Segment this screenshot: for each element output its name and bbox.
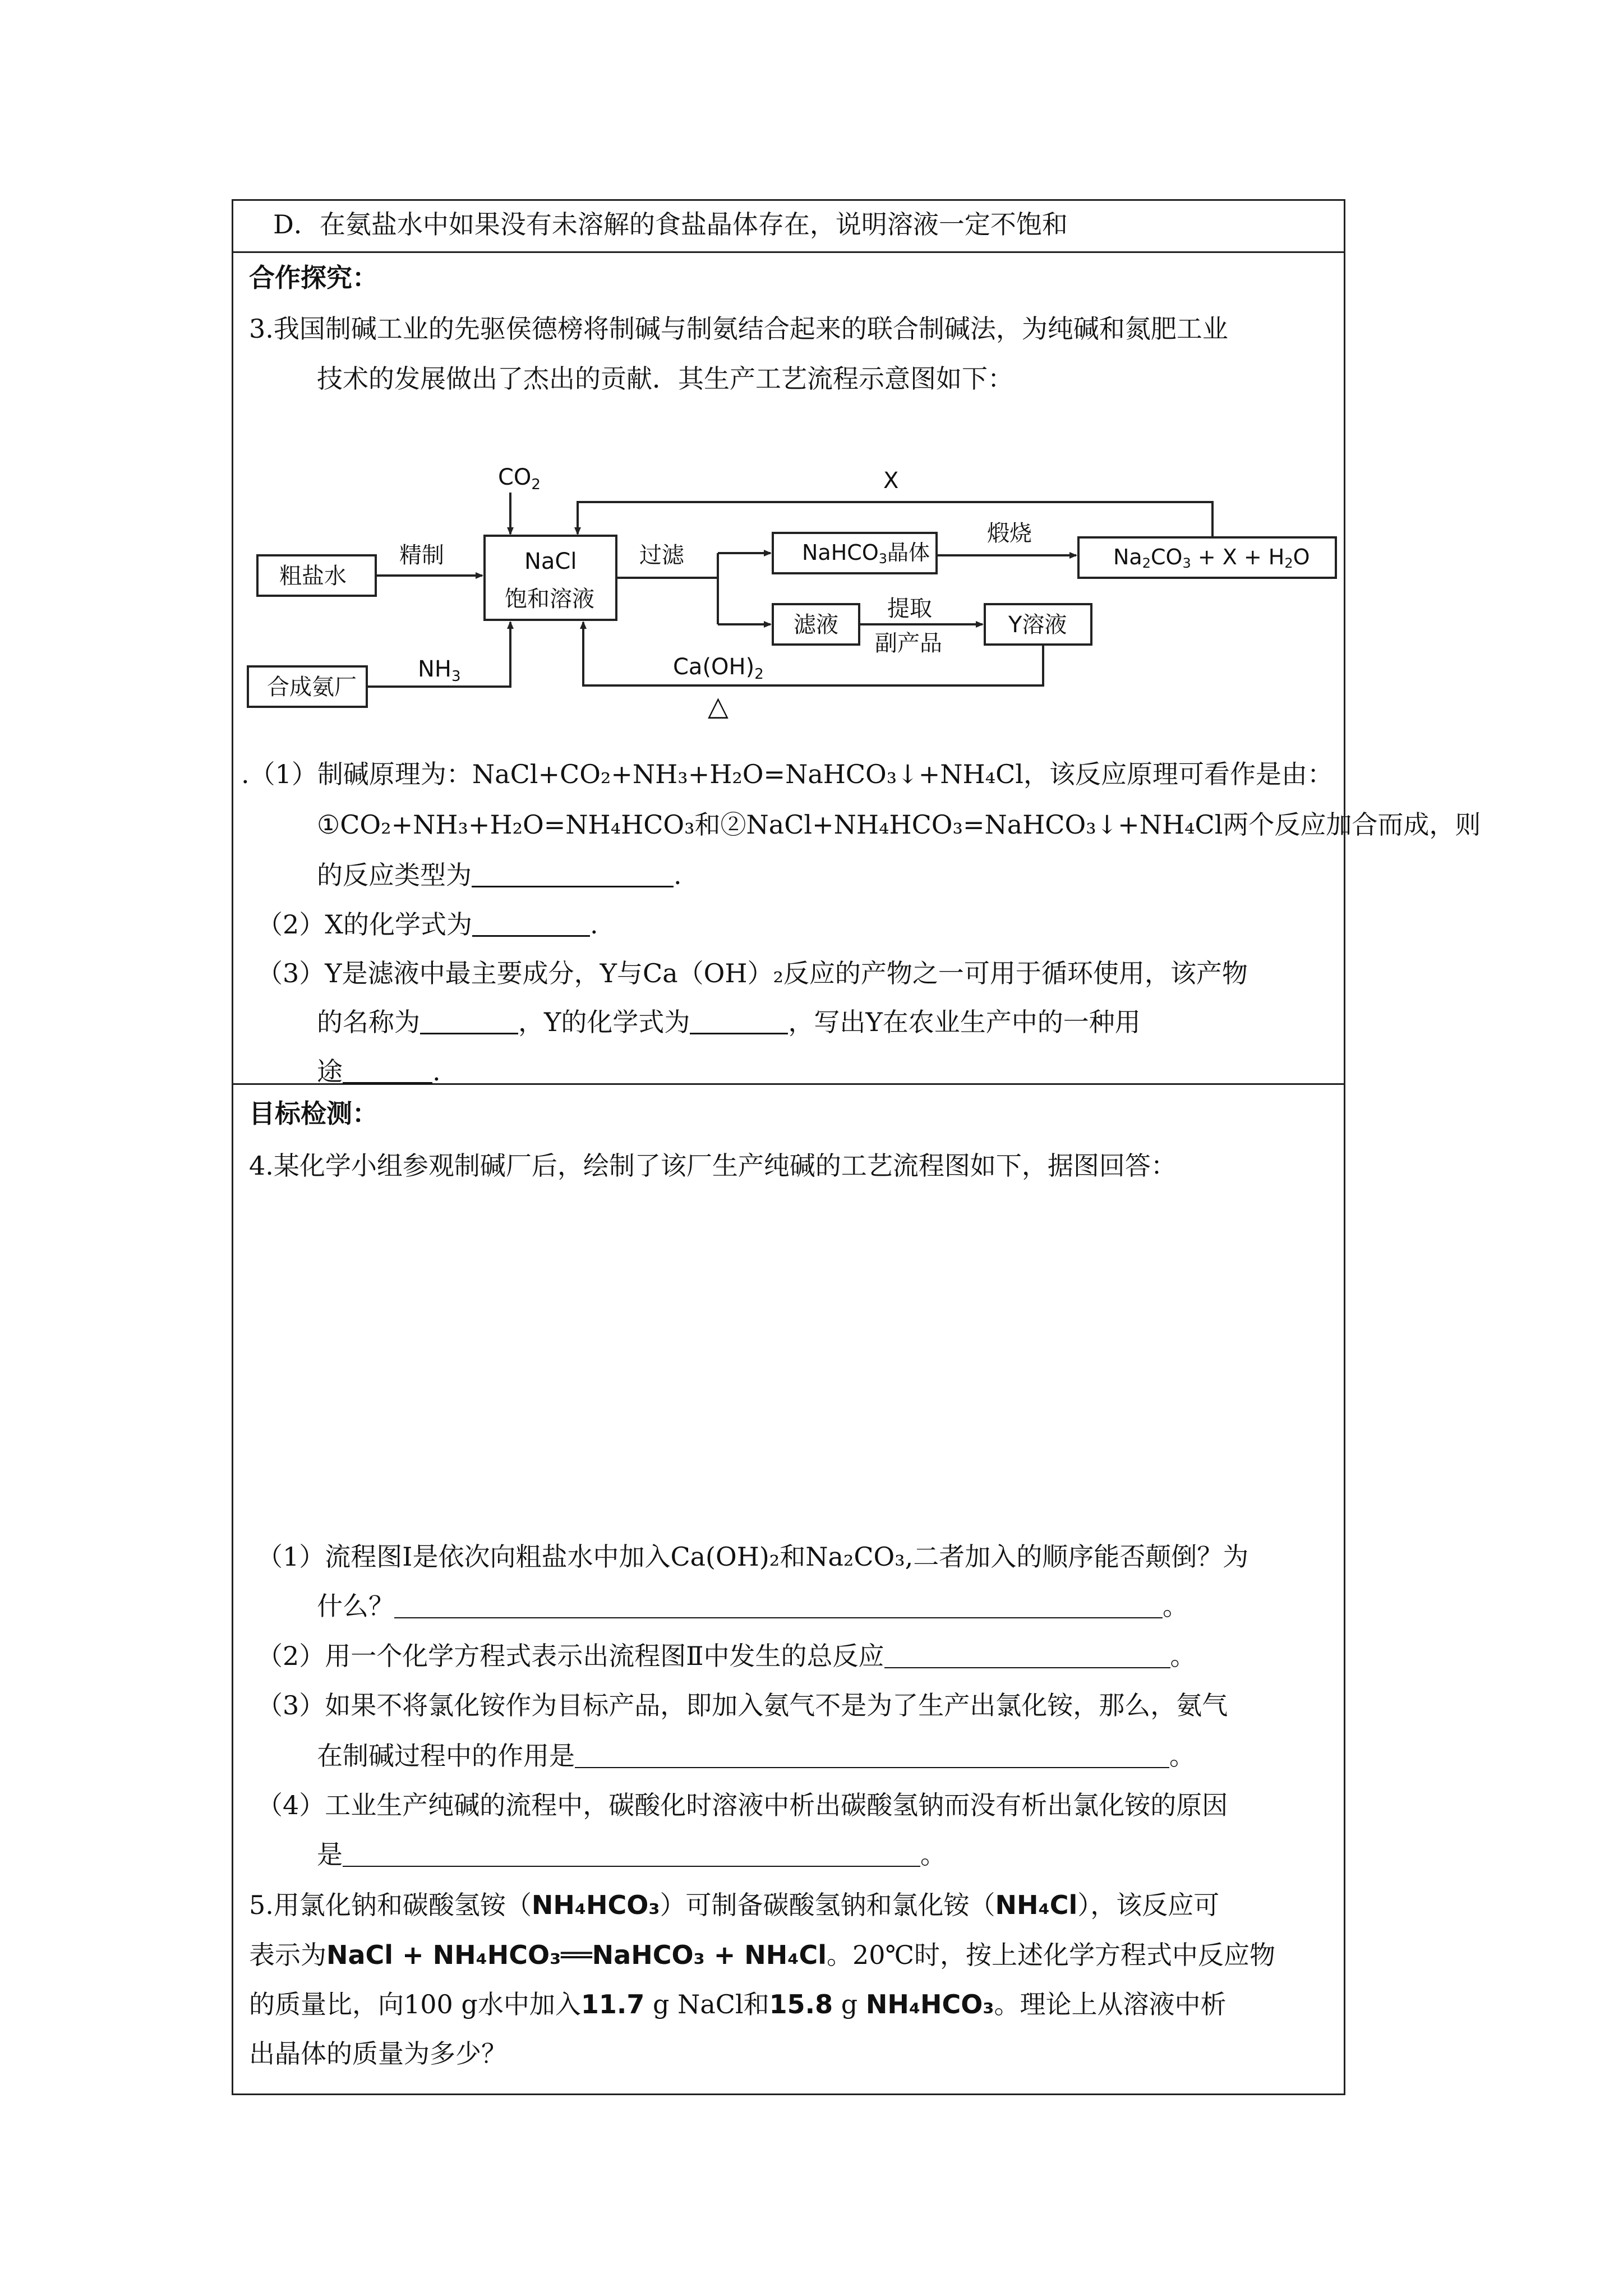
heat-symbol: △ xyxy=(708,691,728,722)
q4-part2: （2）用一个化学方程式表示出流程图Ⅱ中发生的总反应 。 xyxy=(257,1641,1196,1671)
q4-part3-line1: （3）如果不将氯化铵作为目标产品，即加入氨气不是为了生产出氯化铵，那么，氨气 xyxy=(257,1690,1228,1720)
filtrate-label: 滤液 xyxy=(794,612,838,638)
question-3-line2: 技术的发展做出了杰出的贡献．其生产工艺流程示意图如下： xyxy=(317,364,1013,394)
answer-blank-y-formula[interactable] xyxy=(690,1010,788,1034)
saturated-solution-label: 饱和溶液 xyxy=(505,586,594,612)
option-d: D．在氨盐水中如果没有未溶解的食盐晶体存在，说明溶液一定不饱和 xyxy=(273,209,1068,240)
answer-blank-product-name[interactable] xyxy=(420,1010,518,1034)
filter-label: 过滤 xyxy=(639,542,684,568)
q4-part1-line2: 什么？ 。 xyxy=(317,1591,1188,1621)
q4-part4-line2: 是 。 xyxy=(317,1839,946,1870)
caoh2-label: $Ca(OH)_2$ xyxy=(673,654,764,683)
nacl-label: NaCl xyxy=(524,549,577,574)
q3-part2: （2）X的化学式为 . xyxy=(257,909,598,940)
answer-blank-order-reason[interactable] xyxy=(394,1595,1163,1618)
q4-part1-line1: （1）流程图Ⅰ是依次向粗盐水中加入Ca(OH)₂和Na₂CO₃,二者加入的顺序能否颠倒？为 xyxy=(257,1542,1249,1572)
co2-label: $CO_2$ xyxy=(498,464,541,493)
extract-label: 提取 xyxy=(887,596,932,622)
q3-part3-line2: 的名称为 ，Y的化学式为 ，写出Y在农业生产中的一种用 xyxy=(317,1007,1141,1037)
q3-part1-line2: ①CO₂+NH₃+H₂O=NH₄HCO₃和②NaCl+NH₄HCO₃=NaHCO₃↓+NH₄Cl两个反应加合而成，则 xyxy=(317,809,1481,840)
nahco3-crystal-label: NaHCO3晶体 xyxy=(802,540,930,567)
answer-blank-reaction-type[interactable] xyxy=(472,863,674,887)
q4-part4-line1: （4）工业生产纯碱的流程中，碳酸化时溶液中析出碳酸氢钠而没有析出氯化铵的原因 xyxy=(257,1790,1228,1820)
question-5-line4: 出晶体的质量为多少？ xyxy=(249,2039,507,2069)
question-4: 4.某化学小组参观制碱厂后，绘制了该厂生产纯碱的工艺流程图如下，据图回答： xyxy=(249,1151,1177,1181)
answer-blank-ammonia-role[interactable] xyxy=(575,1745,1169,1768)
q3-part1-line3: 的反应类型为 . xyxy=(317,860,682,890)
byproduct-label: 副产品 xyxy=(875,631,942,656)
calcine-label: 煅烧 xyxy=(987,521,1032,546)
x-label: X xyxy=(883,468,899,494)
q3-part3-line1: （3）Y是滤液中最主要成分，Y与Ca（OH）₂反应的产物之一可用于循环使用，该产物 xyxy=(257,958,1248,988)
refine-label: 精制 xyxy=(399,542,444,568)
question-5-line3: 的质量比，向100 g水中加入11.7 g NaCl和15.8 g NH₄HCO₃。理论上从溶液中析 xyxy=(249,1989,1227,2019)
answer-blank-crystal-reason[interactable] xyxy=(343,1843,920,1867)
crude-brine-label: 粗盐水 xyxy=(279,563,347,589)
question-5-line1: 5.用氯化钠和碳酸氢铵（NH₄HCO₃）可制备碳酸氢钠和氯化铵（NH₄Cl），该反应可 xyxy=(249,1890,1220,1920)
q3-part1-line1: .（1）制碱原理为：NaCl+CO₂+NH₃+H₂O=NaHCO₃↓+NH₄Cl，该反应原理可看作是由： xyxy=(241,759,1334,789)
question-3-line1: 3.我国制碱工业的先驱侯德榜将制碱与制氨结合起来的联合制碱法，为纯碱和氮肥工业 xyxy=(249,314,1228,344)
product-label: Na2CO3 + X + H2O xyxy=(1113,545,1310,571)
heading-cooperative-inquiry: 合作探究： xyxy=(249,263,378,293)
nh3-label: $NH_3$ xyxy=(418,656,461,685)
q4-part3-line2: 在制碱过程中的作用是 。 xyxy=(317,1741,1195,1771)
answer-blank-x-formula[interactable] xyxy=(472,913,590,937)
answer-blank-y-use[interactable] xyxy=(343,1060,432,1084)
question-5-line2: 表示为NaCl + NH₄HCO₃══NaHCO₃ + NH₄Cl。20℃时，按上述化学方程式中反应物 xyxy=(249,1940,1275,1970)
q3-part3-line3: 途 . xyxy=(317,1056,441,1087)
heading-target-check: 目标检测： xyxy=(249,1098,378,1129)
y-solution-label: Y溶液 xyxy=(1008,612,1067,638)
flow-chart-image-placeholder xyxy=(258,1195,1324,1520)
ammonia-plant-label: 合成氨厂 xyxy=(267,674,357,700)
answer-blank-total-reaction[interactable] xyxy=(884,1645,1170,1668)
